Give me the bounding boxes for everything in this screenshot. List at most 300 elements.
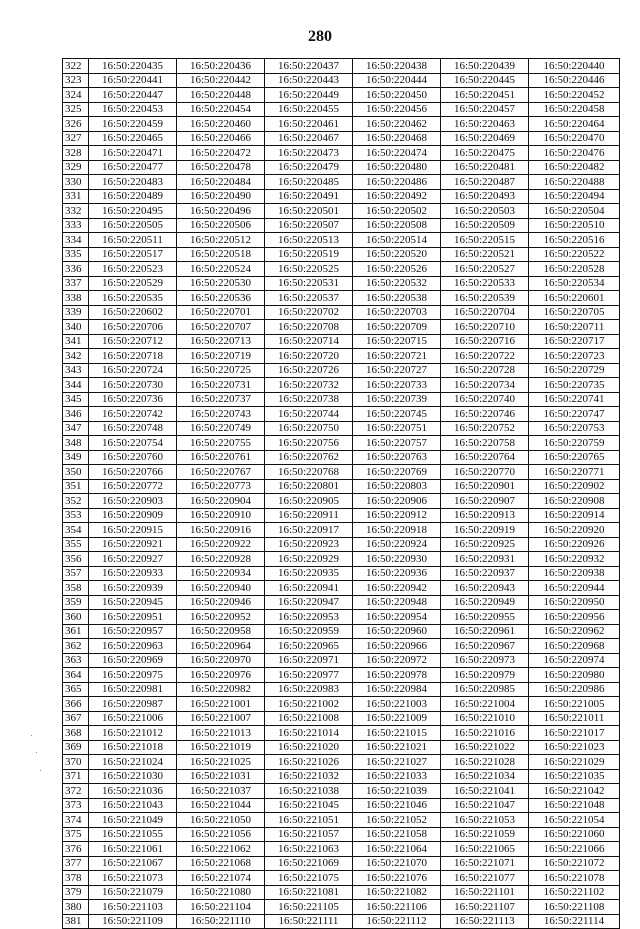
cadastral-number-cell: 16:50:220471 xyxy=(89,146,177,161)
cadastral-number-cell: 16:50:220495 xyxy=(89,204,177,219)
cadastral-number-cell: 16:50:221037 xyxy=(177,784,265,799)
cadastral-number-cell: 16:50:220918 xyxy=(353,523,441,538)
cadastral-number-cell: 16:50:221017 xyxy=(529,726,620,741)
cadastral-number-cell: 16:50:221013 xyxy=(177,726,265,741)
row-number-cell: 324 xyxy=(63,88,89,103)
cadastral-number-cell: 16:50:221045 xyxy=(265,798,353,813)
cadastral-number-cell: 16:50:220507 xyxy=(265,218,353,233)
cadastral-number-cell: 16:50:220947 xyxy=(265,595,353,610)
row-number-cell: 374 xyxy=(63,813,89,828)
cadastral-number-cell: 16:50:220716 xyxy=(441,334,529,349)
cadastral-number-cell: 16:50:220803 xyxy=(353,479,441,494)
cadastral-number-cell: 16:50:221056 xyxy=(177,827,265,842)
cadastral-number-cell: 16:50:220720 xyxy=(265,349,353,364)
table-row xyxy=(63,378,620,393)
cadastral-number-cell: 16:50:220741 xyxy=(529,392,620,407)
cadastral-number-cell: 16:50:220436 xyxy=(177,59,265,74)
scan-speck xyxy=(36,752,37,753)
table-row xyxy=(63,102,620,117)
cadastral-number-cell: 16:50:220518 xyxy=(177,247,265,262)
cadastral-number-cell: 16:50:220905 xyxy=(265,494,353,509)
cadastral-number-cell: 16:50:220487 xyxy=(441,175,529,190)
cadastral-number-cell: 16:50:221006 xyxy=(89,711,177,726)
cadastral-number-cell: 16:50:220468 xyxy=(353,131,441,146)
cadastral-number-cell: 16:50:220703 xyxy=(353,305,441,320)
cadastral-number-cell: 16:50:221035 xyxy=(529,769,620,784)
cadastral-number-cell: 16:50:221067 xyxy=(89,856,177,871)
cadastral-number-cell: 16:50:221003 xyxy=(353,697,441,712)
cadastral-number-cell: 16:50:220767 xyxy=(177,465,265,480)
row-number-cell: 332 xyxy=(63,204,89,219)
cadastral-number-cell: 16:50:220441 xyxy=(89,73,177,88)
cadastral-number-cell: 16:50:220501 xyxy=(265,204,353,219)
cadastral-number-cell: 16:50:221005 xyxy=(529,697,620,712)
cadastral-number-cell: 16:50:220973 xyxy=(441,653,529,668)
table-row xyxy=(63,624,620,639)
row-number-cell: 331 xyxy=(63,189,89,204)
cadastral-number-cell: 16:50:220758 xyxy=(441,436,529,451)
cadastral-number-cell: 16:50:221015 xyxy=(353,726,441,741)
cadastral-number-cell: 16:50:220719 xyxy=(177,349,265,364)
cadastral-number-cell: 16:50:220512 xyxy=(177,233,265,248)
cadastral-number-cell: 16:50:221029 xyxy=(529,755,620,770)
cadastral-number-cell: 16:50:220722 xyxy=(441,349,529,364)
cadastral-number-cell: 16:50:220523 xyxy=(89,262,177,277)
cadastral-number-cell: 16:50:220491 xyxy=(265,189,353,204)
table-row xyxy=(63,305,620,320)
table-row xyxy=(63,595,620,610)
cadastral-number-cell: 16:50:221039 xyxy=(353,784,441,799)
table-row xyxy=(63,711,620,726)
cadastral-number-cell: 16:50:220740 xyxy=(441,392,529,407)
row-number-cell: 342 xyxy=(63,349,89,364)
cadastral-number-cell: 16:50:221043 xyxy=(89,798,177,813)
cadastral-number-cell: 16:50:221112 xyxy=(353,914,441,929)
cadastral-number-cell: 16:50:220467 xyxy=(265,131,353,146)
table-row xyxy=(63,537,620,552)
cadastral-number-cell: 16:50:221062 xyxy=(177,842,265,857)
cadastral-number-cell: 16:50:220454 xyxy=(177,102,265,117)
cadastral-number-cell: 16:50:221066 xyxy=(529,842,620,857)
cadastral-number-cell: 16:50:221079 xyxy=(89,885,177,900)
table-row xyxy=(63,450,620,465)
cadastral-number-cell: 16:50:220731 xyxy=(177,378,265,393)
cadastral-number-cell: 16:50:220948 xyxy=(353,595,441,610)
cadastral-number-cell: 16:50:220514 xyxy=(353,233,441,248)
row-number-cell: 330 xyxy=(63,175,89,190)
cadastral-number-cell: 16:50:220950 xyxy=(529,595,620,610)
cadastral-number-cell: 16:50:220524 xyxy=(177,262,265,277)
cadastral-number-cell: 16:50:221022 xyxy=(441,740,529,755)
cadastral-number-cell: 16:50:221010 xyxy=(441,711,529,726)
cadastral-number-cell: 16:50:220925 xyxy=(441,537,529,552)
cadastral-number-cell: 16:50:221077 xyxy=(441,871,529,886)
cadastral-number-cell: 16:50:220513 xyxy=(265,233,353,248)
table-row xyxy=(63,755,620,770)
row-number-cell: 366 xyxy=(63,697,89,712)
cadastral-number-cell: 16:50:220987 xyxy=(89,697,177,712)
cadastral-number-cell: 16:50:220974 xyxy=(529,653,620,668)
table-row xyxy=(63,291,620,306)
cadastral-number-cell: 16:50:220921 xyxy=(89,537,177,552)
cadastral-number-cell: 16:50:220503 xyxy=(441,204,529,219)
cadastral-number-cell: 16:50:220954 xyxy=(353,610,441,625)
cadastral-number-cell: 16:50:221016 xyxy=(441,726,529,741)
cadastral-number-cell: 16:50:220953 xyxy=(265,610,353,625)
cadastral-number-cell: 16:50:221055 xyxy=(89,827,177,842)
cadastral-number-cell: 16:50:220721 xyxy=(353,349,441,364)
cadastral-number-cell: 16:50:220963 xyxy=(89,639,177,654)
cadastral-number-cell: 16:50:220901 xyxy=(441,479,529,494)
cadastral-number-cell: 16:50:220764 xyxy=(441,450,529,465)
cadastral-number-cell: 16:50:220920 xyxy=(529,523,620,538)
row-number-cell: 352 xyxy=(63,494,89,509)
cadastral-number-cell: 16:50:220458 xyxy=(529,102,620,117)
cadastral-number-cell: 16:50:220726 xyxy=(265,363,353,378)
row-number-cell: 355 xyxy=(63,537,89,552)
row-number-cell: 343 xyxy=(63,363,89,378)
cadastral-number-cell: 16:50:220474 xyxy=(353,146,441,161)
table-row xyxy=(63,218,620,233)
cadastral-number-cell: 16:50:220701 xyxy=(177,305,265,320)
cadastral-number-cell: 16:50:220926 xyxy=(529,537,620,552)
table-row xyxy=(63,479,620,494)
cadastral-number-cell: 16:50:220459 xyxy=(89,117,177,132)
cadastral-number-cell: 16:50:221103 xyxy=(89,900,177,915)
cadastral-number-cell: 16:50:220502 xyxy=(353,204,441,219)
cadastral-number-cell: 16:50:220460 xyxy=(177,117,265,132)
cadastral-number-cell: 16:50:221024 xyxy=(89,755,177,770)
cadastral-number-cell: 16:50:220914 xyxy=(529,508,620,523)
cadastral-number-cell: 16:50:220985 xyxy=(441,682,529,697)
cadastral-number-cell: 16:50:221050 xyxy=(177,813,265,828)
cadastral-number-cell: 16:50:221027 xyxy=(353,755,441,770)
cadastral-number-cell: 16:50:220466 xyxy=(177,131,265,146)
row-number-cell: 322 xyxy=(63,59,89,74)
row-number-cell: 340 xyxy=(63,320,89,335)
cadastral-number-cell: 16:50:220962 xyxy=(529,624,620,639)
cadastral-number-cell: 16:50:221069 xyxy=(265,856,353,871)
cadastral-number-cell: 16:50:220936 xyxy=(353,566,441,581)
cadastral-number-cell: 16:50:220955 xyxy=(441,610,529,625)
cadastral-number-cell: 16:50:220711 xyxy=(529,320,620,335)
row-number-cell: 381 xyxy=(63,914,89,929)
cadastral-number-cell: 16:50:220939 xyxy=(89,581,177,596)
row-number-cell: 365 xyxy=(63,682,89,697)
cadastral-number-cell: 16:50:220956 xyxy=(529,610,620,625)
cadastral-number-cell: 16:50:220907 xyxy=(441,494,529,509)
cadastral-number-cell: 16:50:220464 xyxy=(529,117,620,132)
table-row xyxy=(63,668,620,683)
cadastral-number-cell: 16:50:221002 xyxy=(265,697,353,712)
cadastral-number-cell: 16:50:220469 xyxy=(441,131,529,146)
row-number-cell: 346 xyxy=(63,407,89,422)
cadastral-number-cell: 16:50:220475 xyxy=(441,146,529,161)
cadastral-number-cell: 16:50:221060 xyxy=(529,827,620,842)
table-row xyxy=(63,392,620,407)
cadastral-number-cell: 16:50:220964 xyxy=(177,639,265,654)
table-row xyxy=(63,900,620,915)
cadastral-number-cell: 16:50:221109 xyxy=(89,914,177,929)
scan-speck xyxy=(31,735,32,736)
cadastral-number-cell: 16:50:221012 xyxy=(89,726,177,741)
cadastral-number-cell: 16:50:220751 xyxy=(353,421,441,436)
cadastral-number-cell: 16:50:220602 xyxy=(89,305,177,320)
cadastral-number-cell: 16:50:221030 xyxy=(89,769,177,784)
cadastral-number-cell: 16:50:220801 xyxy=(265,479,353,494)
cadastral-number-cell: 16:50:220732 xyxy=(265,378,353,393)
cadastral-number-cell: 16:50:220511 xyxy=(89,233,177,248)
row-number-cell: 329 xyxy=(63,160,89,175)
cadastral-number-cell: 16:50:220531 xyxy=(265,276,353,291)
cadastral-number-cell: 16:50:221052 xyxy=(353,813,441,828)
row-number-cell: 338 xyxy=(63,291,89,306)
table-row xyxy=(63,914,620,929)
cadastral-number-cell: 16:50:221026 xyxy=(265,755,353,770)
table-row xyxy=(63,523,620,538)
cadastral-number-cell: 16:50:220728 xyxy=(441,363,529,378)
row-number-cell: 370 xyxy=(63,755,89,770)
cadastral-number-cell: 16:50:220773 xyxy=(177,479,265,494)
cadastral-number-cell: 16:50:221008 xyxy=(265,711,353,726)
cadastral-number-cell: 16:50:220437 xyxy=(265,59,353,74)
cadastral-number-cell: 16:50:220757 xyxy=(353,436,441,451)
cadastral-number-cell: 16:50:220909 xyxy=(89,508,177,523)
table-row xyxy=(63,813,620,828)
cadastral-number-cell: 16:50:220933 xyxy=(89,566,177,581)
cadastral-number-cell: 16:50:220710 xyxy=(441,320,529,335)
cadastral-number-cell: 16:50:221001 xyxy=(177,697,265,712)
cadastral-number-cell: 16:50:221038 xyxy=(265,784,353,799)
cadastral-number-cell: 16:50:221114 xyxy=(529,914,620,929)
cadastral-number-cell: 16:50:220739 xyxy=(353,392,441,407)
cadastral-number-cell: 16:50:221068 xyxy=(177,856,265,871)
cadastral-number-cell: 16:50:220917 xyxy=(265,523,353,538)
cadastral-number-cell: 16:50:221072 xyxy=(529,856,620,871)
table-row xyxy=(63,465,620,480)
row-number-cell: 335 xyxy=(63,247,89,262)
cadastral-number-cell: 16:50:220439 xyxy=(441,59,529,74)
cadastral-number-cell: 16:50:220715 xyxy=(353,334,441,349)
row-number-cell: 372 xyxy=(63,784,89,799)
cadastral-number-cell: 16:50:220919 xyxy=(441,523,529,538)
row-number-cell: 344 xyxy=(63,378,89,393)
table-row xyxy=(63,204,620,219)
cadastral-number-cell: 16:50:220945 xyxy=(89,595,177,610)
table-row xyxy=(63,639,620,654)
cadastral-number-cell: 16:50:220490 xyxy=(177,189,265,204)
table-row xyxy=(63,320,620,335)
cadastral-number-cell: 16:50:220911 xyxy=(265,508,353,523)
row-number-cell: 380 xyxy=(63,900,89,915)
cadastral-number-cell: 16:50:220930 xyxy=(353,552,441,567)
cadastral-number-cell: 16:50:220457 xyxy=(441,102,529,117)
cadastral-number-cell: 16:50:221053 xyxy=(441,813,529,828)
cadastral-number-cell: 16:50:220941 xyxy=(265,581,353,596)
cadastral-number-cell: 16:50:220456 xyxy=(353,102,441,117)
row-number-cell: 327 xyxy=(63,131,89,146)
table-row xyxy=(63,262,620,277)
row-number-cell: 368 xyxy=(63,726,89,741)
cadastral-number-cell: 16:50:220450 xyxy=(353,88,441,103)
cadastral-number-cell: 16:50:220442 xyxy=(177,73,265,88)
cadastral-number-cell: 16:50:220913 xyxy=(441,508,529,523)
row-number-cell: 333 xyxy=(63,218,89,233)
cadastral-number-cell: 16:50:220534 xyxy=(529,276,620,291)
cadastral-number-cell: 16:50:220916 xyxy=(177,523,265,538)
cadastral-number-cell: 16:50:220482 xyxy=(529,160,620,175)
row-number-cell: 371 xyxy=(63,769,89,784)
cadastral-number-cell: 16:50:220438 xyxy=(353,59,441,74)
cadastral-number-cell: 16:50:221011 xyxy=(529,711,620,726)
row-number-cell: 356 xyxy=(63,552,89,567)
cadastral-number-cell: 16:50:220480 xyxy=(353,160,441,175)
cadastral-number-cell: 16:50:220706 xyxy=(89,320,177,335)
cadastral-number-cell: 16:50:220906 xyxy=(353,494,441,509)
cadastral-number-cell: 16:50:220445 xyxy=(441,73,529,88)
cadastral-number-cell: 16:50:220942 xyxy=(353,581,441,596)
cadastral-number-cell: 16:50:220759 xyxy=(529,436,620,451)
cadastral-number-cell: 16:50:220730 xyxy=(89,378,177,393)
table-row xyxy=(63,682,620,697)
cadastral-number-cell: 16:50:221048 xyxy=(529,798,620,813)
cadastral-number-cell: 16:50:221101 xyxy=(441,885,529,900)
row-number-cell: 350 xyxy=(63,465,89,480)
cadastral-number-cell: 16:50:221049 xyxy=(89,813,177,828)
cadastral-number-cell: 16:50:220485 xyxy=(265,175,353,190)
cadastral-number-cell: 16:50:221059 xyxy=(441,827,529,842)
cadastral-number-cell: 16:50:220934 xyxy=(177,566,265,581)
cadastral-number-cell: 16:50:220932 xyxy=(529,552,620,567)
row-number-cell: 373 xyxy=(63,798,89,813)
cadastral-number-cell: 16:50:221047 xyxy=(441,798,529,813)
cadastral-number-cell: 16:50:220951 xyxy=(89,610,177,625)
cadastral-number-cell: 16:50:221044 xyxy=(177,798,265,813)
row-number-cell: 348 xyxy=(63,436,89,451)
cadastral-number-cell: 16:50:220946 xyxy=(177,595,265,610)
table-row xyxy=(63,552,620,567)
cadastral-number-cell: 16:50:220747 xyxy=(529,407,620,422)
cadastral-number-cell: 16:50:220743 xyxy=(177,407,265,422)
cadastral-number-cell: 16:50:221064 xyxy=(353,842,441,857)
table-row xyxy=(63,436,620,451)
cadastral-number-cell: 16:50:221111 xyxy=(265,914,353,929)
table-row xyxy=(63,88,620,103)
cadastral-number-cell: 16:50:220969 xyxy=(89,653,177,668)
row-number-cell: 349 xyxy=(63,450,89,465)
cadastral-number-cell: 16:50:220529 xyxy=(89,276,177,291)
cadastral-number-cell: 16:50:221051 xyxy=(265,813,353,828)
cadastral-number-cell: 16:50:220746 xyxy=(441,407,529,422)
cadastral-number-cell: 16:50:221061 xyxy=(89,842,177,857)
cadastral-number-cell: 16:50:220915 xyxy=(89,523,177,538)
cadastral-number-cell: 16:50:220908 xyxy=(529,494,620,509)
cadastral-number-cell: 16:50:220539 xyxy=(441,291,529,306)
cadastral-number-cell: 16:50:221110 xyxy=(177,914,265,929)
row-number-cell: 362 xyxy=(63,639,89,654)
cadastral-number-cell: 16:50:220762 xyxy=(265,450,353,465)
cadastral-number-cell: 16:50:220952 xyxy=(177,610,265,625)
cadastral-number-cell: 16:50:220533 xyxy=(441,276,529,291)
table-row xyxy=(63,73,620,88)
cadastral-number-cell: 16:50:220709 xyxy=(353,320,441,335)
cadastral-number-cell: 16:50:220770 xyxy=(441,465,529,480)
table-row xyxy=(63,421,620,436)
cadastral-number-cell: 16:50:220733 xyxy=(353,378,441,393)
table-row xyxy=(63,508,620,523)
cadastral-number-cell: 16:50:220729 xyxy=(529,363,620,378)
row-number-cell: 341 xyxy=(63,334,89,349)
cadastral-number-cell: 16:50:220928 xyxy=(177,552,265,567)
cadastral-number-cell: 16:50:220532 xyxy=(353,276,441,291)
cadastral-number-cell: 16:50:220508 xyxy=(353,218,441,233)
cadastral-number-cell: 16:50:221076 xyxy=(353,871,441,886)
cadastral-number-cell: 16:50:220435 xyxy=(89,59,177,74)
table-row xyxy=(63,856,620,871)
row-number-cell: 336 xyxy=(63,262,89,277)
cadastral-number-cell: 16:50:221074 xyxy=(177,871,265,886)
row-number-cell: 337 xyxy=(63,276,89,291)
row-number-cell: 360 xyxy=(63,610,89,625)
cadastral-number-cell: 16:50:220519 xyxy=(265,247,353,262)
cadastral-number-cell: 16:50:220922 xyxy=(177,537,265,552)
cadastral-number-cell: 16:50:221023 xyxy=(529,740,620,755)
cadastral-number-cell: 16:50:220537 xyxy=(265,291,353,306)
cadastral-number-cell: 16:50:220943 xyxy=(441,581,529,596)
cadastral-number-cell: 16:50:221009 xyxy=(353,711,441,726)
cadastral-number-cell: 16:50:221018 xyxy=(89,740,177,755)
cadastral-number-cell: 16:50:220967 xyxy=(441,639,529,654)
cadastral-number-cell: 16:50:220765 xyxy=(529,450,620,465)
table-row xyxy=(63,247,620,262)
cadastral-number-cell: 16:50:220530 xyxy=(177,276,265,291)
cadastral-number-cell: 16:50:221004 xyxy=(441,697,529,712)
cadastral-number-cell: 16:50:220931 xyxy=(441,552,529,567)
row-number-cell: 378 xyxy=(63,871,89,886)
cadastral-number-cell: 16:50:220718 xyxy=(89,349,177,364)
row-number-cell: 345 xyxy=(63,392,89,407)
cadastral-number-cell: 16:50:220976 xyxy=(177,668,265,683)
cadastral-number-cell: 16:50:221028 xyxy=(441,755,529,770)
cadastral-number-cell: 16:50:220978 xyxy=(353,668,441,683)
cadastral-number-cell: 16:50:220601 xyxy=(529,291,620,306)
cadastral-number-cell: 16:50:220957 xyxy=(89,624,177,639)
row-number-cell: 347 xyxy=(63,421,89,436)
cadastral-number-cell: 16:50:220750 xyxy=(265,421,353,436)
cadastral-number-table xyxy=(62,58,620,929)
row-number-cell: 369 xyxy=(63,740,89,755)
cadastral-number-cell: 16:50:220986 xyxy=(529,682,620,697)
cadastral-number-cell: 16:50:220447 xyxy=(89,88,177,103)
cadastral-number-cell: 16:50:220723 xyxy=(529,349,620,364)
table-row xyxy=(63,189,620,204)
cadastral-number-cell: 16:50:220940 xyxy=(177,581,265,596)
table-row xyxy=(63,349,620,364)
row-number-cell: 375 xyxy=(63,827,89,842)
table-row xyxy=(63,885,620,900)
cadastral-number-cell: 16:50:220904 xyxy=(177,494,265,509)
cadastral-number-cell: 16:50:221070 xyxy=(353,856,441,871)
cadastral-number-cell: 16:50:220504 xyxy=(529,204,620,219)
table-row xyxy=(63,798,620,813)
table-row xyxy=(63,175,620,190)
row-number-cell: 359 xyxy=(63,595,89,610)
cadastral-number-cell: 16:50:220755 xyxy=(177,436,265,451)
cadastral-number-cell: 16:50:220912 xyxy=(353,508,441,523)
cadastral-number-cell: 16:50:220756 xyxy=(265,436,353,451)
table-row xyxy=(63,146,620,161)
cadastral-number-cell: 16:50:220923 xyxy=(265,537,353,552)
